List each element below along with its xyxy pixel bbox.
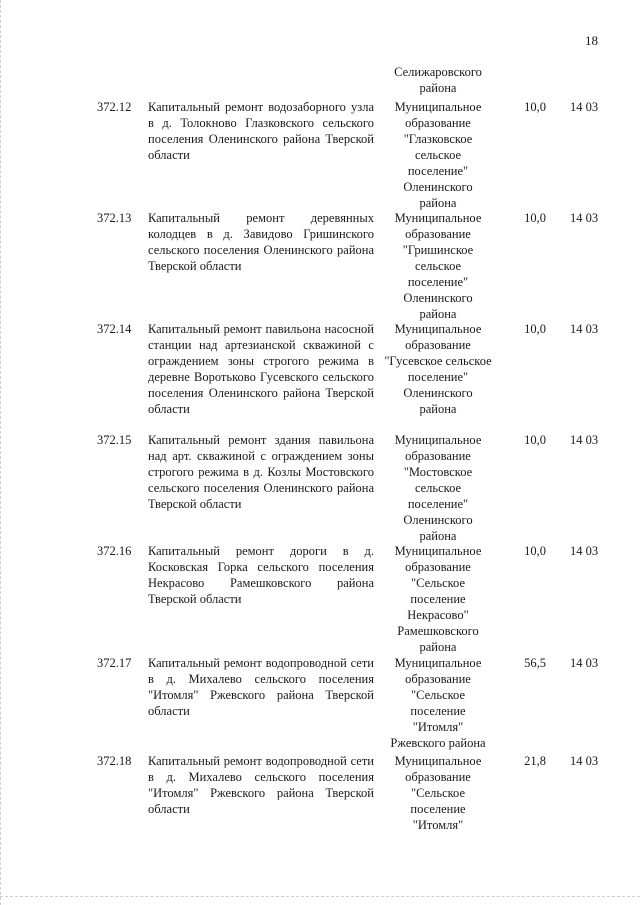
row-description: Капитальный ремонт дороги в д. Косковская Горка сельского поселения Некрасово Рамешковского района Тверской области — [148, 544, 374, 606]
row-number: 372.17 — [97, 656, 132, 670]
row-code: 14 03 — [570, 322, 599, 336]
row-amount: 10,0 — [524, 211, 546, 225]
row-amount: 10,0 — [524, 433, 546, 447]
row-amount: 21,8 — [524, 754, 546, 768]
row-amount: 10,0 — [524, 544, 546, 558]
row-code: 14 03 — [570, 100, 599, 114]
row-code: 14 03 — [570, 754, 599, 768]
row-recipient: Муниципальное образование "Глазковское сельское поселение" Оленинского района — [394, 100, 482, 210]
row-number: 372.16 — [97, 544, 132, 558]
scan-bottom-edge — [0, 896, 640, 898]
row-description: Капитальный ремонт водопроводной сети в д. Михалево сельского поселения "Итомля" Ржевского района Тверской области — [148, 754, 374, 816]
continuation-recipient: Селижаровского района — [394, 65, 482, 95]
row-code: 14 03 — [570, 544, 599, 558]
page-number: 18 — [585, 33, 598, 48]
row-number: 372.18 — [97, 754, 132, 768]
row-recipient: Муниципальное образование "Гусевское сельское поселение" Оленинского района — [384, 322, 492, 416]
row-code: 14 03 — [570, 211, 599, 225]
row-recipient: Муниципальное образование "Сельское поселение Некрасово" Рамешковского района — [394, 544, 482, 654]
row-description: Капитальный ремонт водопроводной сети в д. Михалево сельского поселения "Итомля" Ржевского района Тверской области — [148, 656, 374, 718]
row-number: 372.12 — [97, 100, 132, 114]
row-description: Капитальный ремонт деревянных колодцев в д. Завидово Гришинского сельского поселения Оленинского района Тверской области — [148, 211, 374, 273]
row-number: 372.14 — [97, 322, 132, 336]
row-amount: 10,0 — [524, 100, 546, 114]
row-recipient: Муниципальное образование "Гришинское сельское поселение" Оленинского района — [394, 211, 482, 321]
row-recipient: Муниципальное образование "Сельское поселение "Итомля" Ржевского района — [390, 656, 486, 750]
row-description: Капитальный ремонт здания павильона над арт. скважиной с ограждением зоны строгого режима в д. Козлы Мостовского сельского поселения Оленинского района Тверской области — [148, 433, 374, 511]
row-recipient: Муниципальное образование "Мостовское сельское поселение" Оленинского района — [394, 433, 482, 543]
row-recipient: Муниципальное образование "Сельское поселение "Итомля" — [394, 754, 482, 832]
scan-left-edge — [0, 0, 2, 905]
row-amount: 56,5 — [524, 656, 546, 670]
row-amount: 10,0 — [524, 322, 546, 336]
row-code: 14 03 — [570, 433, 599, 447]
row-description: Капитальный ремонт водозаборного узла в д. Толокново Глазковского сельского поселения Оленинского района Тверской области — [148, 100, 374, 162]
row-number: 372.13 — [97, 211, 132, 225]
row-code: 14 03 — [570, 656, 599, 670]
row-description: Капитальный ремонт павильона насосной станции над артезианской скважиной с ограждением зоны строгого режима в деревне Воротьково Гусевского сельского поселения Оленинского района Тверской области — [148, 322, 374, 416]
row-number: 372.15 — [97, 433, 132, 447]
